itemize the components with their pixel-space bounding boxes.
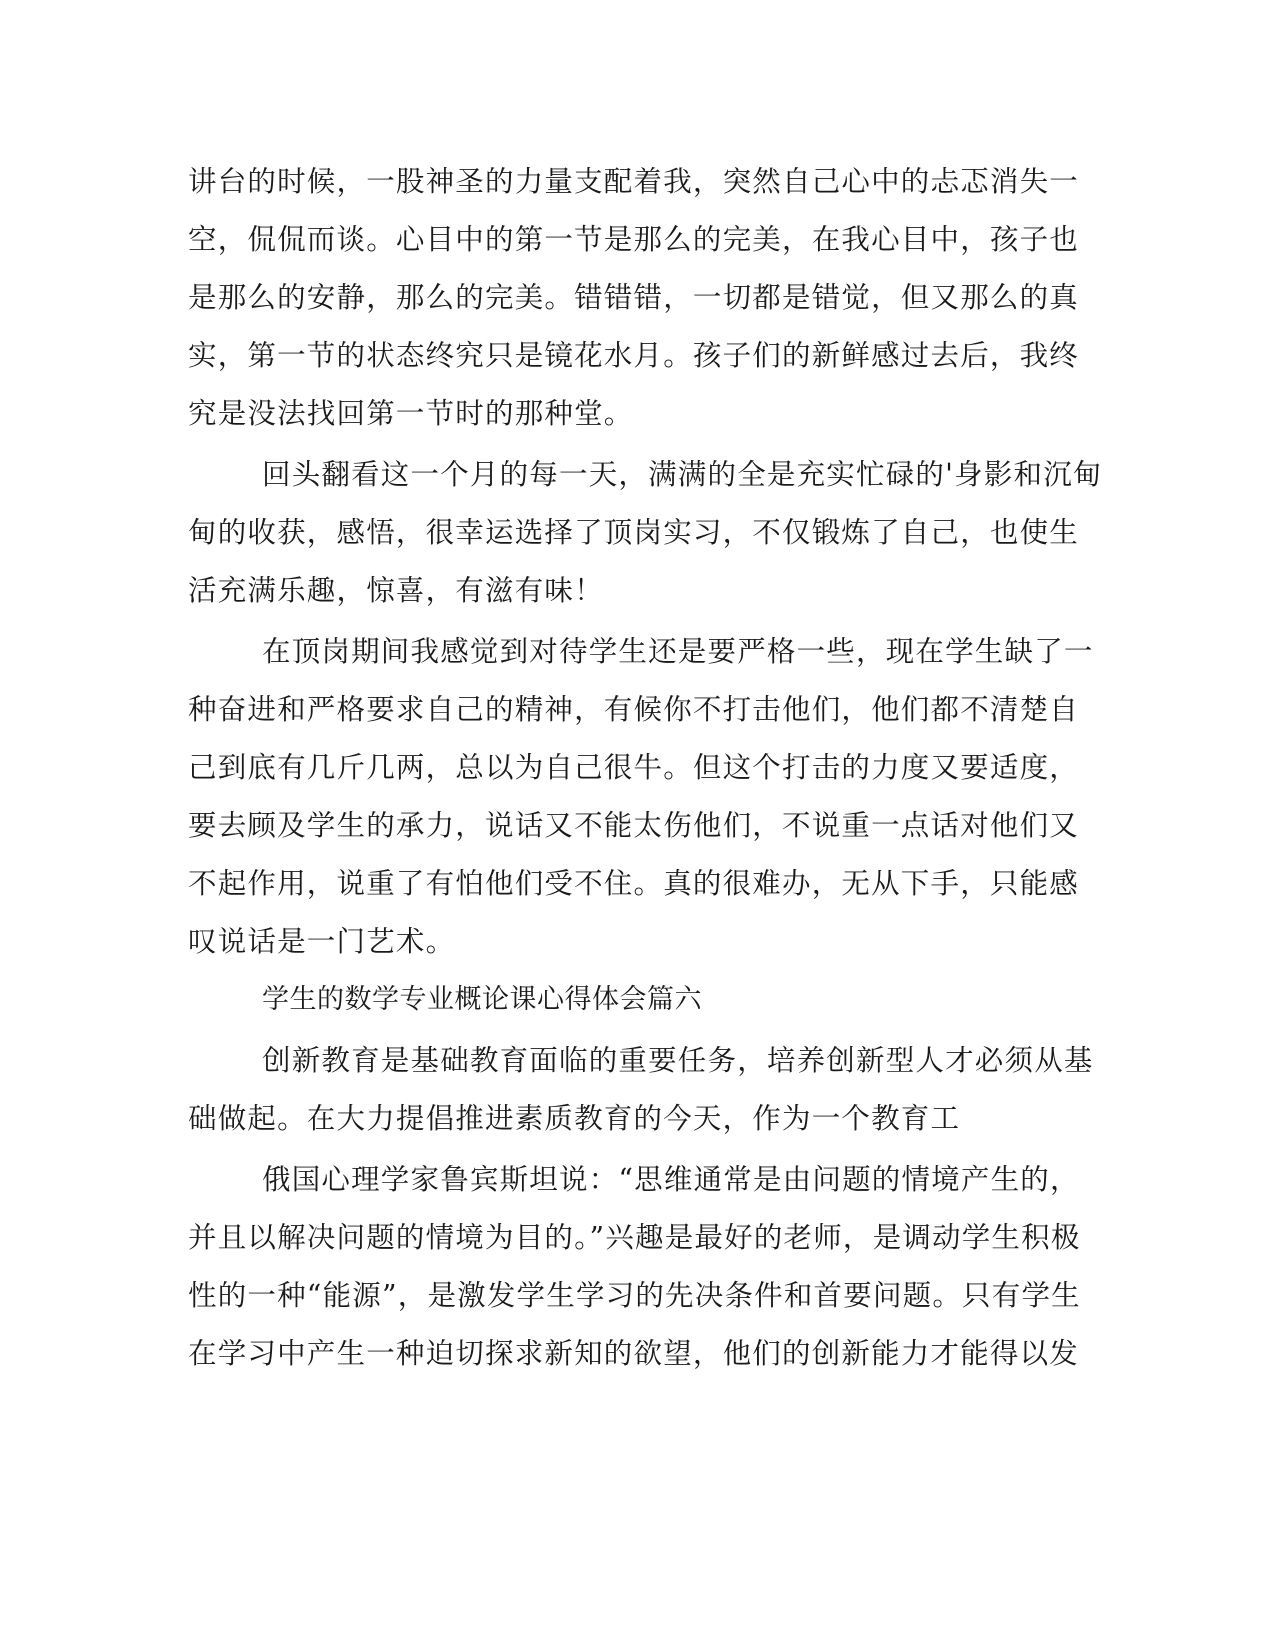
text-line: 己到底有几斤几两，总以为自己很牛。但这个打击的力度又要适度， xyxy=(188,751,1080,784)
text-line: 究是没法找回第一节时的那种堂。 xyxy=(188,397,634,430)
paragraph-first-line: 回头翻看这一个月的每一天，满满的全是充实忙碌的'身影和沉甸 xyxy=(262,458,1103,491)
paragraph-first-line: 俄国心理学家鲁宾斯坦说：“思维通常是由问题的情境产生的， xyxy=(262,1163,1080,1196)
text-line: 甸的收获，感悟，很幸运选择了顶岗实习，不仅锻炼了自己，也使生 xyxy=(188,516,1080,549)
text-line: 叹说话是一门艺术。 xyxy=(188,925,456,958)
text-line: 空，侃侃而谈。心目中的第一节是那么的完美，在我心目中，孩子也 xyxy=(188,223,1080,256)
text-line: 础做起。在大力提倡推进素质教育的今天，作为一个教育工 xyxy=(188,1102,961,1135)
text-line: 并且以解决问题的情境为目的。”兴趣是最好的老师，是调动学生积极 xyxy=(188,1221,1081,1254)
text-line: 不起作用，说重了有怕他们受不住。真的很难办，无从下手，只能感 xyxy=(188,867,1080,900)
section-heading: 学生的数学专业概论课心得体会篇六 xyxy=(262,984,702,1015)
text-line: 要去顾及学生的承力，说话又不能太伤他们，不说重一点话对他们又 xyxy=(188,809,1080,842)
text-line: 活充满乐趣，惊喜，有滋有味！ xyxy=(188,574,604,607)
text-line: 种奋进和严格要求自己的精神，有候你不打击他们，他们都不清楚自 xyxy=(188,693,1080,726)
paragraph-first-line: 在顶岗期间我感觉到对待学生还是要严格一些，现在学生缺了一 xyxy=(262,635,1094,668)
text-line: 实，第一节的状态终究只是镜花水月。孩子们的新鲜感过去后，我终 xyxy=(188,339,1080,372)
text-line: 性的一种“能源”，是激发学生学习的先决条件和首要问题。只有学生 xyxy=(188,1279,1081,1312)
paragraph-first-line: 创新教育是基础教育面临的重要任务，培养创新型人才必须从基 xyxy=(262,1044,1094,1077)
text-line: 在学习中产生一种迫切探求新知的欲望，他们的创新能力才能得以发 xyxy=(188,1337,1080,1370)
text-line: 讲台的时候，一股神圣的力量支配着我，突然自己心中的忐忑消失一 xyxy=(188,165,1080,198)
text-line: 是那么的安静，那么的完美。错错错，一切都是错觉，但又那么的真 xyxy=(188,281,1080,314)
